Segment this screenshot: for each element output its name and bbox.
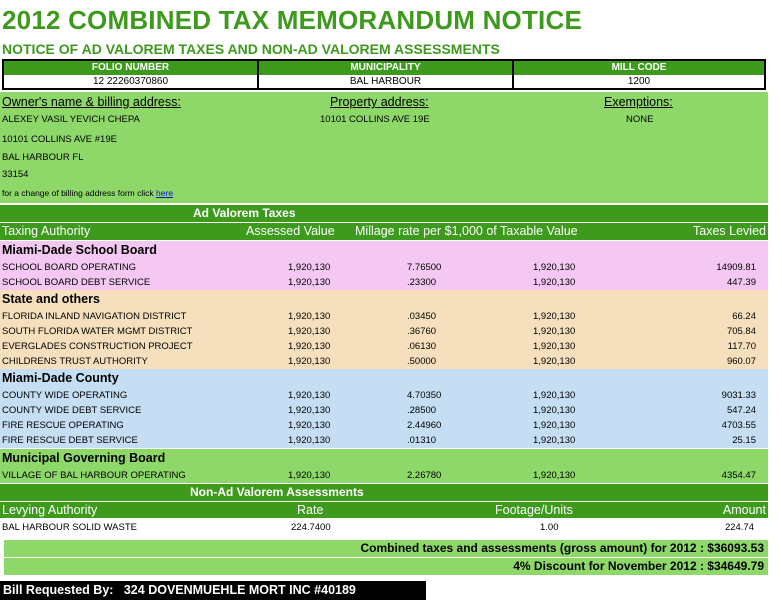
- tax-row-assessed: 1,920,130: [288, 356, 331, 367]
- tax-row-rate: .01310: [407, 435, 437, 446]
- tax-row-levied: 9031.33: [721, 390, 756, 401]
- municipality-column: [259, 61, 514, 88]
- owner-zip: 33154: [2, 169, 29, 180]
- non-ad-valorem-column-header: [0, 502, 768, 519]
- tax-section: [0, 369, 768, 448]
- owner-info-block: [0, 92, 768, 203]
- non-ad-valorem-amount: 224.74: [724, 522, 754, 533]
- tax-row-rate: .36760: [407, 326, 437, 337]
- tax-row-assessed: 1,920,130: [288, 390, 331, 401]
- owner-name: ALEXEY VASIL YEVICH CHEPA: [2, 114, 140, 125]
- tax-row-rate: .28500: [407, 405, 437, 416]
- millcode-value: 1200: [514, 75, 764, 88]
- tax-row-levied: 960.07: [726, 356, 756, 367]
- tax-row-authority: SCHOOL BOARD DEBT SERVICE: [2, 277, 151, 288]
- tax-row: [0, 339, 768, 354]
- tax-row-rate: 7.76500: [407, 262, 442, 273]
- millcode-label: MILL CODE: [514, 61, 764, 75]
- tax-row-authority: FLORIDA INLAND NAVIGATION DISTRICT: [2, 311, 187, 322]
- col-taxing-authority: Taxing Authority: [2, 224, 91, 238]
- tax-row-assessed: 1,920,130: [288, 277, 331, 288]
- bill-requested-label: Bill Requested By:: [3, 583, 114, 597]
- owner-city: BAL HARBOUR FL: [2, 152, 84, 163]
- tax-row-assessed: 1,920,130: [288, 341, 331, 352]
- tax-row-taxable: 1,920,130: [533, 277, 576, 288]
- tax-row-levied: 447.39: [726, 277, 756, 288]
- tax-row-authority: SCHOOL BOARD OPERATING: [2, 262, 137, 273]
- tax-row-taxable: 1,920,130: [533, 470, 576, 481]
- exemptions-label: Exemptions:: [604, 95, 673, 109]
- non-ad-valorem-row: [0, 518, 768, 538]
- bill-requested-by: [0, 581, 426, 600]
- tax-row-rate: .06130: [407, 341, 437, 352]
- col-amount: Amount: [722, 503, 766, 517]
- tax-row-levied: 705.84: [726, 326, 756, 337]
- tax-row-levied: 66.24: [732, 311, 756, 322]
- tax-row-taxable: 1,920,130: [533, 356, 576, 367]
- tax-row-rate: 2.44960: [407, 420, 442, 431]
- tax-section-title: Miami-Dade County: [2, 371, 119, 385]
- tax-row-rate: .50000: [407, 356, 437, 367]
- tax-section-title: Miami-Dade School Board: [2, 243, 157, 257]
- tax-row: [0, 260, 768, 275]
- tax-row-assessed: 1,920,130: [288, 326, 331, 337]
- tax-row-levied: 4703.55: [721, 420, 756, 431]
- tax-row-taxable: 1,920,130: [533, 405, 576, 416]
- property-address-label: Property address:: [330, 95, 429, 109]
- tax-row-authority: COUNTY WIDE DEBT SERVICE: [2, 405, 142, 416]
- owner-label: Owner's name & billing address:: [2, 95, 181, 109]
- tax-row: [0, 433, 768, 448]
- municipality-value: BAL HARBOUR: [259, 75, 512, 88]
- tax-row: [0, 354, 768, 369]
- ad-valorem-bar: Ad Valorem Taxes: [0, 205, 768, 222]
- tax-row-taxable: 1,920,130: [533, 341, 576, 352]
- change-address-text: for a change of billing address form click: [2, 188, 154, 198]
- tax-row: [0, 324, 768, 339]
- tax-row-levied: 117.70: [727, 341, 756, 352]
- tax-section-title: Municipal Governing Board: [2, 451, 166, 465]
- page-subtitle: NOTICE OF AD VALOREM TAXES AND NON-AD VALOREM ASSESSMENTS: [2, 41, 500, 57]
- col-footage-units: Footage/Units: [495, 503, 573, 517]
- bill-requested-value: 324 DOVENMUEHLE MORT INC #40189: [123, 583, 356, 597]
- tax-row-assessed: 1,920,130: [288, 470, 331, 481]
- tax-row-authority: CHILDRENS TRUST AUTHORITY: [2, 356, 148, 367]
- non-ad-valorem-units: 1.00: [540, 522, 559, 533]
- tax-section: [0, 241, 768, 290]
- owner-street: 10101 COLLINS AVE #19E: [2, 134, 117, 145]
- folio-label: FOLIO NUMBER: [4, 61, 257, 75]
- tax-row-authority: FIRE RESCUE OPERATING: [2, 420, 124, 431]
- tax-section: [0, 290, 768, 369]
- tax-row-rate: 2.26780: [407, 470, 442, 481]
- col-taxes-levied: Taxes Levied: [693, 224, 766, 238]
- col-rate: Rate: [297, 503, 324, 517]
- tax-row-taxable: 1,920,130: [533, 262, 576, 273]
- tax-row-taxable: 1,920,130: [533, 420, 576, 431]
- tax-row-authority: FIRE RESCUE DEBT SERVICE: [2, 435, 138, 446]
- millcode-column: [514, 61, 764, 88]
- tax-row-assessed: 1,920,130: [288, 435, 331, 446]
- tax-row: [0, 403, 768, 418]
- tax-row-levied: 547.24: [726, 405, 756, 416]
- tax-row-rate: .23300: [407, 277, 437, 288]
- tax-row: [0, 388, 768, 403]
- tax-row-authority: VILLAGE OF BAL HARBOUR OPERATING: [2, 470, 186, 481]
- tax-row-taxable: 1,920,130: [533, 390, 576, 401]
- folio-column: [4, 61, 259, 88]
- ad-valorem-column-header: [0, 223, 768, 240]
- folio-value: 12 22260370860: [4, 75, 257, 88]
- col-assessed-value: Assessed Value: [246, 224, 335, 238]
- col-levying-authority: Levying Authority: [2, 503, 98, 517]
- change-address-link[interactable]: here: [156, 188, 174, 198]
- property-address-value: 10101 COLLINS AVE 19E: [320, 114, 430, 125]
- tax-row-assessed: 1,920,130: [288, 405, 331, 416]
- tax-row: [0, 418, 768, 433]
- tax-row-rate: 4.70350: [407, 390, 442, 401]
- tax-row-authority: COUNTY WIDE OPERATING: [2, 390, 128, 401]
- tax-row-assessed: 1,920,130: [288, 262, 331, 273]
- exemptions-value: NONE: [626, 114, 654, 125]
- tax-section-title: State and others: [2, 292, 100, 306]
- col-millage-rate: Millage rate per $1,000 of Taxable Value: [355, 224, 578, 238]
- non-ad-valorem-rate: 224.7400: [291, 522, 331, 533]
- tax-row-assessed: 1,920,130: [288, 420, 331, 431]
- tax-row-levied: 25.15: [732, 435, 756, 446]
- discount-total: 4% Discount for November 2012 : $34649.79: [4, 558, 768, 575]
- change-address-note: [2, 188, 173, 198]
- tax-row-taxable: 1,920,130: [533, 435, 576, 446]
- combined-total: Combined taxes and assessments (gross amount) for 2012 : $36093.53: [4, 540, 768, 557]
- tax-row: [0, 309, 768, 324]
- tax-row-levied: 4354.47: [721, 470, 756, 481]
- municipality-label: MUNICIPALITY: [259, 61, 512, 75]
- tax-section: [0, 449, 768, 483]
- page-title: 2012 COMBINED TAX MEMORANDUM NOTICE: [2, 5, 583, 35]
- tax-row: [0, 275, 768, 290]
- tax-row-taxable: 1,920,130: [533, 311, 576, 322]
- tax-row-levied: 14909.81: [716, 262, 756, 273]
- tax-row-authority: EVERGLADES CONSTRUCTION PROJECT: [2, 341, 193, 352]
- tax-row: [0, 468, 768, 483]
- tax-row-assessed: 1,920,130: [288, 311, 331, 322]
- levying-authority-name: BAL HARBOUR SOLID WASTE: [2, 522, 137, 533]
- non-ad-valorem-bar: Non-Ad Valorem Assessments: [0, 484, 768, 501]
- tax-row-authority: SOUTH FLORIDA WATER MGMT DISTRICT: [2, 326, 193, 337]
- property-header-table: [2, 59, 766, 90]
- tax-row-rate: .03450: [407, 311, 437, 322]
- tax-row-taxable: 1,920,130: [533, 326, 576, 337]
